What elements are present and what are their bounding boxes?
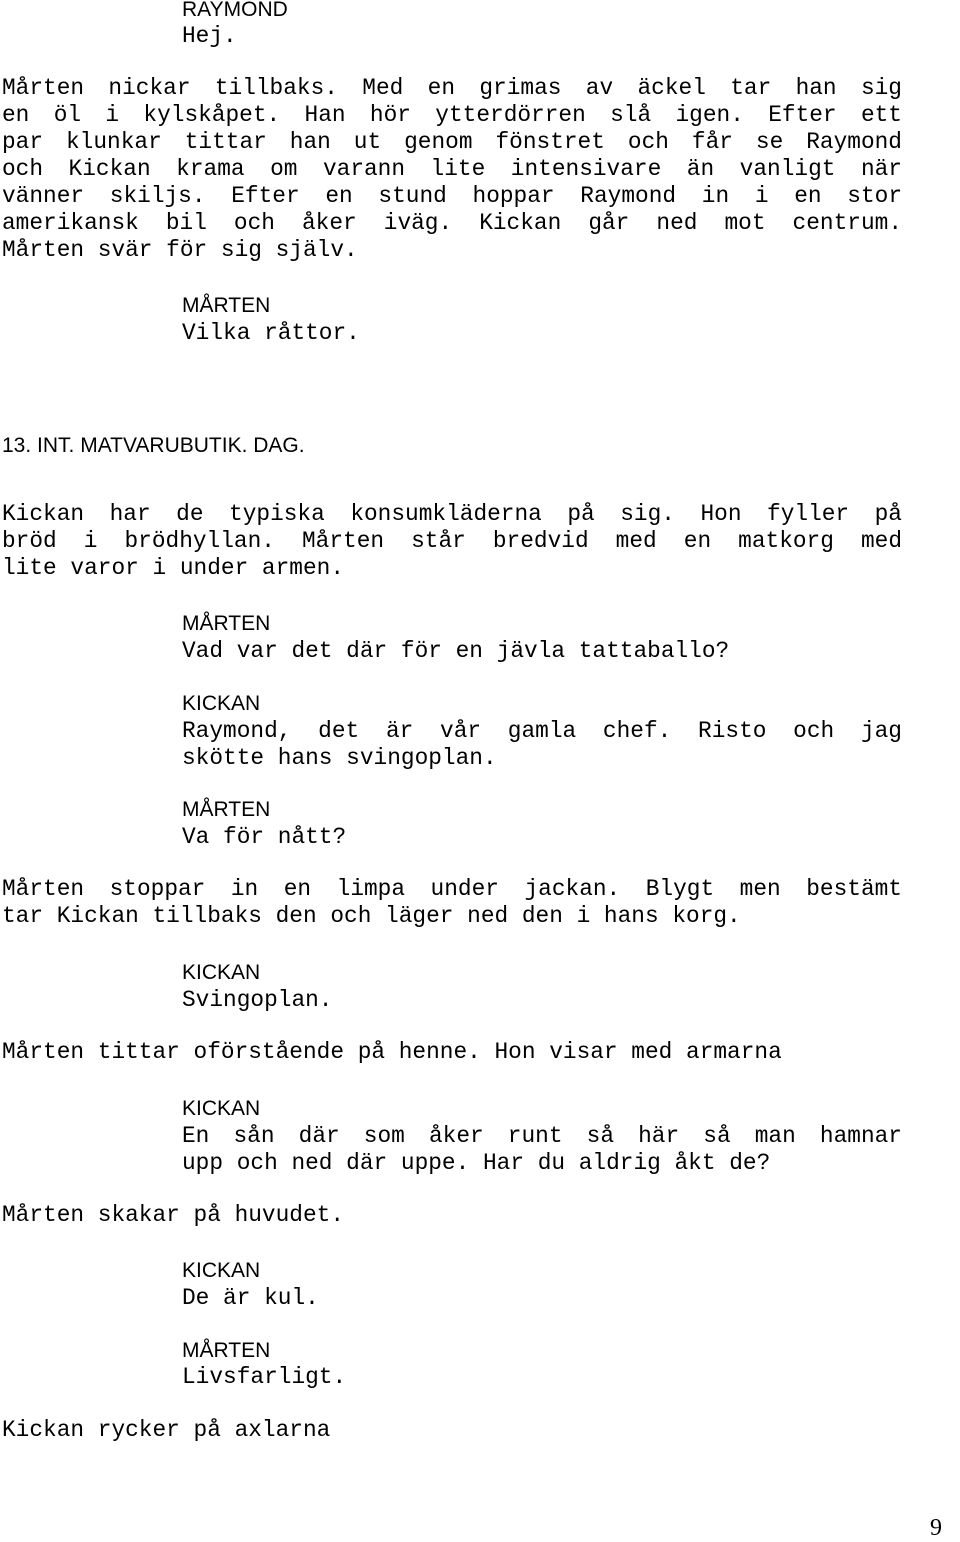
dialogue-line: Livsfarligt.	[182, 1364, 347, 1390]
action-line: vänner skiljs. Efter en stund hoppar Raymond in i en stor	[2, 183, 902, 209]
action-line: lite varor i under armen.	[2, 555, 345, 581]
action-line: Kickan har de typiska konsumkläderna på sig. Hon fyller på	[2, 501, 902, 527]
action-line: Mårten tittar oförstående på henne. Hon visar med armarna	[2, 1039, 782, 1065]
scene-heading: 13. INT. MATVARUBUTIK. DAG.	[2, 434, 305, 457]
character-cue: KICKAN	[182, 961, 261, 984]
character-cue: KICKAN	[182, 1097, 261, 1120]
action-line: Mårten svär för sig själv.	[2, 237, 358, 263]
character-cue: KICKAN	[182, 1259, 261, 1282]
action-line: tar Kickan tillbaks den och läger ned den i hans korg.	[2, 903, 741, 929]
dialogue-line: Vilka råttor.	[182, 320, 360, 346]
dialogue-line: skötte hans svingoplan.	[182, 745, 497, 771]
dialogue-line: Svingoplan.	[182, 987, 333, 1013]
action-line: och Kickan krama om varann lite intensivare än vanligt när	[2, 156, 902, 182]
character-cue: KICKAN	[182, 692, 261, 715]
action-line: Mårten skakar på huvudet.	[2, 1202, 345, 1228]
dialogue-line: En sån där som åker runt så här så man hamnar	[182, 1123, 902, 1149]
dialogue-line: De är kul.	[182, 1285, 319, 1311]
character-cue-raymond: RAYMOND	[182, 0, 288, 21]
character-cue: MÅRTEN	[182, 294, 271, 317]
dialogue-line: Vad var det där för en jävla tattaballo?	[182, 638, 730, 664]
dialogue-line: upp och ned där uppe. Har du aldrig åkt de?	[182, 1150, 771, 1176]
action-line: bröd i brödhyllan. Mårten står bredvid med en matkorg med	[2, 528, 902, 554]
character-cue: MÅRTEN	[182, 1339, 271, 1362]
action-line: Mårten stoppar in en limpa under jackan. Blygt men bestämt	[2, 876, 902, 902]
dialogue-line: Hej.	[182, 23, 237, 49]
action-line: Mårten nickar tillbaks. Med en grimas av äckel tar han sig	[2, 75, 902, 101]
character-cue: MÅRTEN	[182, 612, 271, 635]
dialogue-line: Raymond, det är vår gamla chef. Risto och jag	[182, 718, 902, 744]
action-line: amerikansk bil och åker iväg. Kickan går ned mot centrum.	[2, 210, 902, 236]
page-number: 9	[930, 1515, 942, 1541]
dialogue-line: Va för nått?	[182, 824, 347, 850]
action-line: par klunkar tittar han ut genom fönstret och får se Raymond	[2, 129, 902, 155]
action-line: en öl i kylskåpet. Han hör ytterdörren slå igen. Efter ett	[2, 102, 902, 128]
character-cue: MÅRTEN	[182, 798, 271, 821]
action-line: Kickan rycker på axlarna	[2, 1417, 331, 1443]
